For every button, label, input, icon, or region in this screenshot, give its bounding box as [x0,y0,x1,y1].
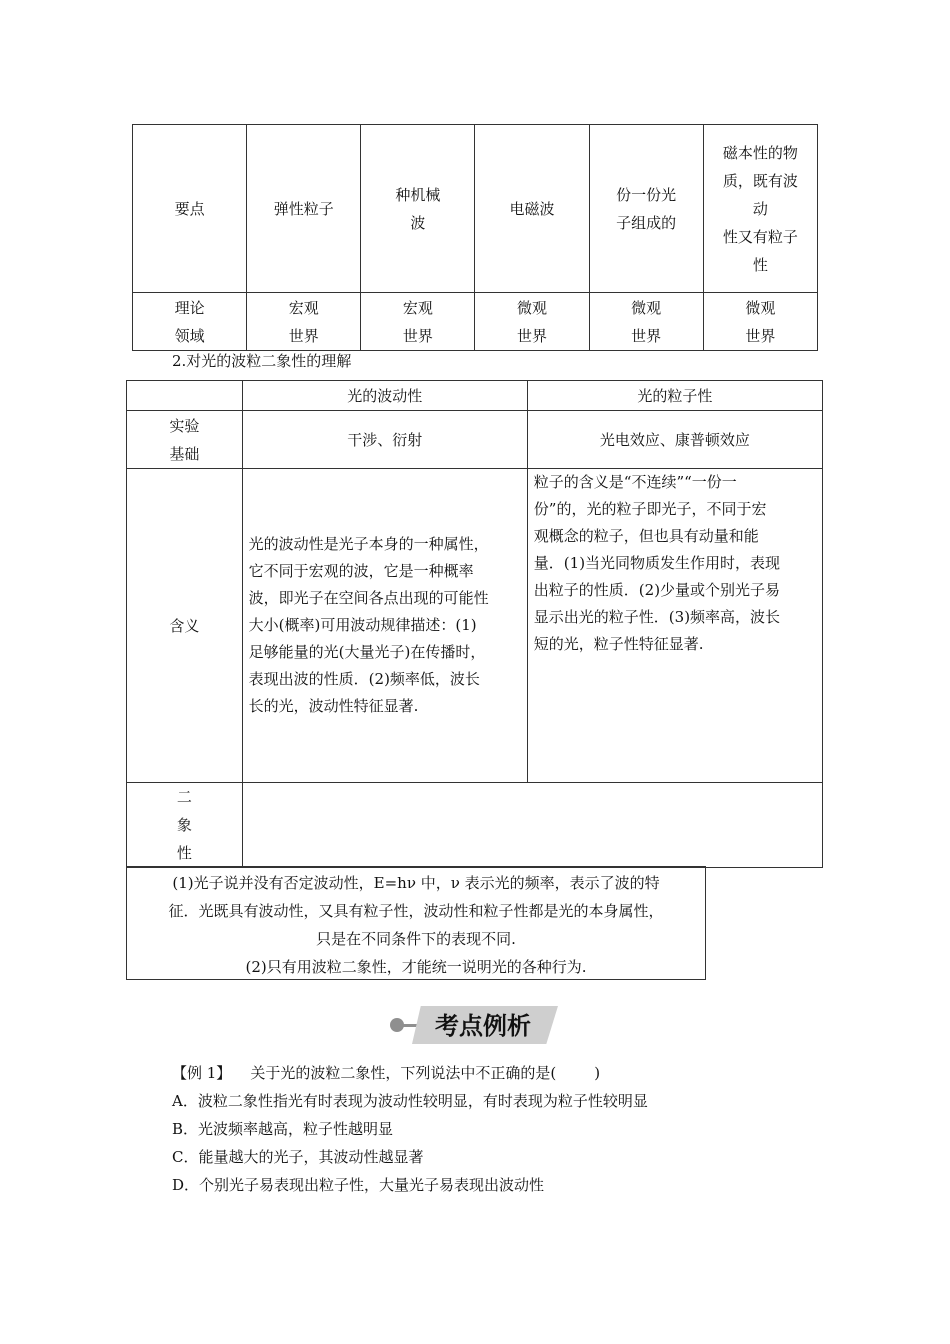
column-header: 光的粒子性 [637,386,713,405]
cell-text: 微观 [745,298,776,317]
table-cell [127,783,243,868]
cell-text: 出粒子的性质．(2)少量或个别光子易 [533,581,781,599]
cell-text: 动 [752,199,768,218]
table-cell [127,411,243,469]
box-line: 只是在不同条件下的表现不同. [316,930,516,948]
cell-text: 观概念的粒子，但也具有动量和能 [533,527,759,545]
table-cell [242,783,822,868]
row-label: 二 [176,788,192,806]
table-cell [589,125,703,293]
option-a: A．波粒二象性指光有时表现为波动性较明显，有时表现为粒子性较明显 [172,1092,648,1110]
cell-text: 宏观 [288,298,319,317]
cell-text: 要点 [174,199,205,218]
table-row [133,125,818,293]
table-cell [527,469,822,783]
row-label: 含义 [169,616,200,635]
table-cell [703,293,817,351]
table-cell [247,293,361,351]
cell-text: 长的光，波动性特征显著. [248,697,419,715]
table-cell [242,411,527,469]
box-line: (1)光子说并没有否定波动性，E=hν 中，ν 表示光的频率，表示了波的特 [172,874,660,892]
cell-text: 领域 [174,326,205,345]
option-c: C．能量越大的光子，其波动性越显著 [172,1148,424,1166]
cell-text: 世界 [516,326,547,345]
row-label: 性 [176,844,192,862]
table-cell [127,381,243,411]
table-row [127,381,823,411]
cell-text: 足够能量的光(大量光子)在传播时， [248,643,486,661]
cell-text: 份一份光 [616,185,677,204]
table-cell [127,469,243,783]
duality-box [126,866,706,980]
table-row [127,783,823,868]
cell-text: 波，即光子在空间各点出现的可能性 [248,589,489,607]
question-text-end: ) [594,1064,601,1082]
table-cell [247,125,361,293]
cell-text: 种机械 [395,185,441,204]
cell-text: 世界 [288,326,319,345]
row-label: 象 [176,816,192,834]
box-line: 征．光既具有波动性，又具有粒子性，波动性和粒子性都是光的本身属性， [168,902,664,920]
banner-title: 考点例析 [435,1012,531,1040]
table-cell [475,293,589,351]
section-banner [390,1004,560,1046]
table-cell [361,125,475,293]
table-cell [133,125,247,293]
cell-text: 量．(1)当光同物质发生作用时，表现 [533,554,781,572]
cell-text: 光的波动性是光子本身的一种属性， [248,535,489,553]
example-question [172,1060,600,1086]
cell-text: 理论 [174,298,205,317]
cell-text: 光电效应、康普顿效应 [599,430,750,449]
option-b: B．光波频率越高，粒子性越明显 [172,1120,394,1138]
table-cell [703,125,817,293]
table-row [127,411,823,469]
cell-text: 波 [410,213,426,232]
cell-text: 世界 [631,326,662,345]
table-cell [242,469,527,783]
table-cell [475,125,589,293]
cell-text: 电磁波 [509,199,555,218]
row-label: 基础 [169,444,200,463]
cell-text: 磁本性的物 [722,143,798,162]
cell-text: 份”的，光的粒子即光子，不同于宏 [533,500,767,518]
cell-text: 大小(概率)可用波动规律描述：(1) [248,616,477,634]
cell-text: 世界 [402,326,433,345]
table-cell [527,411,822,469]
cell-text: 粒子的含义是“不连续”“一份一 [533,473,737,491]
row-label: 实验 [169,416,200,435]
cell-text: 微观 [516,298,547,317]
comparison-table [132,124,818,351]
cell-text: 显示出光的粒子性．(3)频率高，波长 [533,608,781,626]
wave-particle-table [126,380,823,868]
cell-text: 世界 [745,326,776,345]
box-line: (2)只有用波粒二象性，才能统一说明光的各种行为. [245,958,587,976]
table-cell [361,293,475,351]
cell-text: 性 [752,255,768,274]
cell-text: 宏观 [402,298,433,317]
section-heading: 2.对光的波粒二象性的理解 [172,352,352,370]
table-row [127,469,823,783]
cell-text: 弹性粒子 [273,199,334,218]
column-header: 光的波动性 [347,386,423,405]
cell-text: 子组成的 [616,213,677,232]
cell-text: 性又有粒子 [722,227,798,246]
cell-text: 表现出波的性质．(2)频率低，波长 [248,670,480,688]
table-row [133,293,818,351]
cell-text: 它不同于宏观的波，它是一种概率 [248,562,474,580]
table-cell [527,381,822,411]
option-d: D．个别光子易表现出粒子性，大量光子易表现出波动性 [172,1176,545,1194]
bullet-dot-icon [390,1018,404,1032]
example-tag: 【例 1】 [172,1064,232,1082]
table-cell [242,381,527,411]
table-cell [133,293,247,351]
cell-text: 干涉、衍射 [347,430,423,449]
cell-text: 质，既有波 [722,171,798,190]
question-text: 关于光的波粒二象性，下列说法中不正确的是( [250,1064,557,1082]
table-cell [589,293,703,351]
cell-text: 微观 [631,298,662,317]
cell-text: 短的光，粒子性特征显著. [533,635,704,653]
